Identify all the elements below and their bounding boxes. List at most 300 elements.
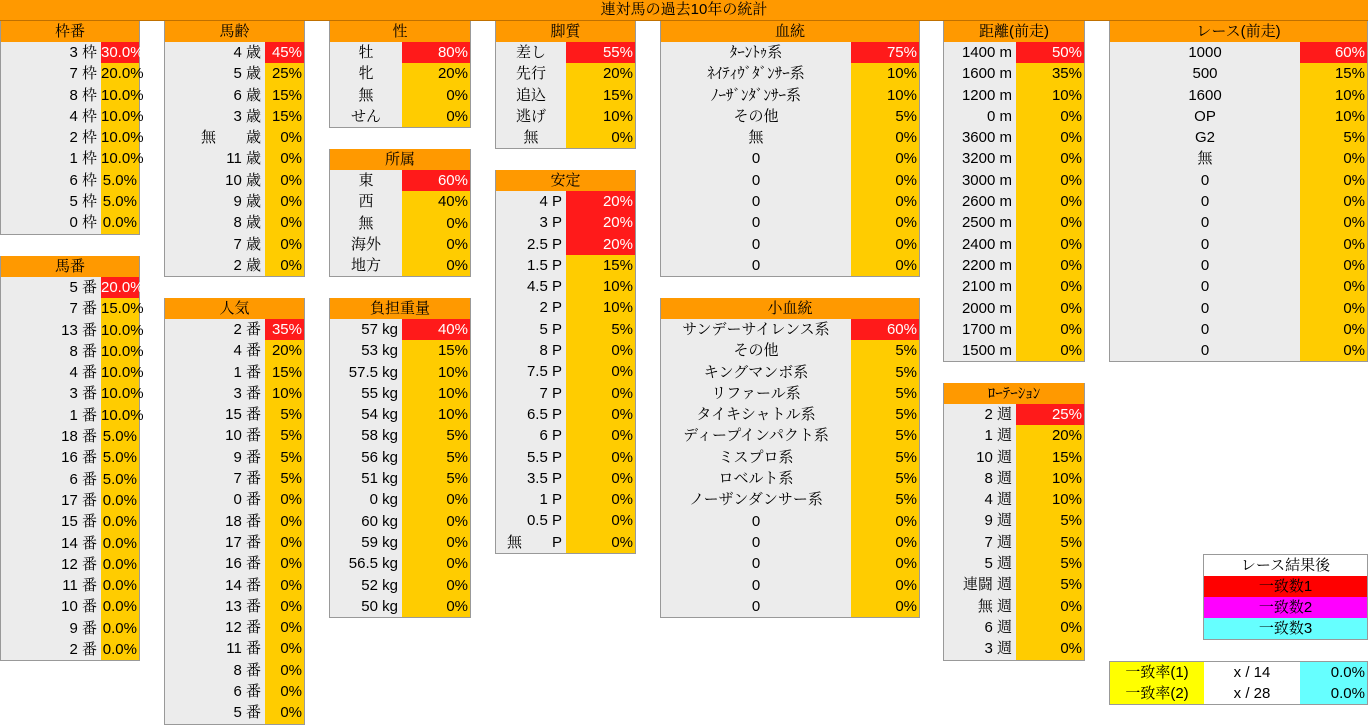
table-row (165, 383, 304, 404)
table-row (165, 340, 304, 361)
table-row (165, 468, 304, 489)
table-row (330, 85, 470, 106)
row-label: 9 週 (944, 510, 1016, 531)
row-value: 0% (1016, 234, 1084, 255)
row-value: 0% (851, 127, 919, 148)
table-row (944, 63, 1084, 84)
row-label: 5 番 (1, 277, 101, 298)
row-value: 0% (402, 511, 470, 532)
table-row (1, 148, 144, 169)
row-value: 0.0% (101, 618, 139, 639)
row-value: 5% (1016, 574, 1084, 595)
table-row (330, 362, 470, 383)
row-value: 0% (265, 617, 304, 638)
match-rate-table (1109, 661, 1368, 705)
row-label: ロベルト系 (661, 468, 851, 489)
table-row (165, 702, 304, 723)
row-value: 0.0% (101, 533, 139, 554)
row-label: 4.5 P (496, 276, 566, 297)
row-label: 11 歳 (165, 148, 265, 169)
row-label: 0 (1110, 276, 1300, 297)
table-row (944, 404, 1084, 425)
row-label: ミスプロ系 (661, 447, 851, 468)
table-row (330, 532, 470, 553)
row-value: 0% (1016, 319, 1084, 340)
row-value: 0% (1016, 106, 1084, 127)
row-label: 7 歳 (165, 234, 265, 255)
row-value: 10.0% (101, 320, 139, 341)
table-header: 安定 (496, 170, 635, 191)
row-value: 0% (566, 127, 635, 148)
table-row (496, 212, 635, 233)
table-row (165, 596, 304, 617)
futan-table (329, 298, 471, 618)
row-value: 0% (851, 532, 919, 553)
row-value: 15% (566, 85, 635, 106)
row-label: 5 番 (165, 702, 265, 723)
row-label: 0 (1110, 191, 1300, 212)
row-label: 56 kg (330, 447, 402, 468)
row-label: 0 (661, 234, 851, 255)
row-label: 0 m (944, 106, 1016, 127)
row-value: 0% (851, 255, 919, 276)
row-label: 7 週 (944, 532, 1016, 553)
row-value: 55% (566, 42, 635, 63)
row-label: サンデーサイレンス系 (661, 319, 851, 340)
table-row (165, 681, 304, 702)
row-value: 0% (1300, 276, 1367, 297)
table-row (944, 468, 1084, 489)
table-row (1, 469, 139, 490)
row-label: 無 歳 (165, 127, 265, 148)
table-row (661, 532, 919, 553)
row-label: 0 (1110, 212, 1300, 233)
table-row (1, 362, 144, 383)
rotation-table (943, 383, 1085, 661)
row-label: 4 番 (1, 362, 101, 383)
row-value: 0% (1300, 234, 1367, 255)
row-label: 10 番 (1, 596, 101, 617)
row-value: 5% (851, 383, 919, 404)
row-label: 0 (661, 255, 851, 276)
row-value: 10.0% (101, 405, 139, 426)
row-value: 5% (265, 425, 304, 446)
row-value: 10.0% (101, 85, 139, 106)
row-value: 0% (851, 148, 919, 169)
row-label: G2 (1110, 127, 1300, 148)
row-label: リファール系 (661, 383, 851, 404)
row-value: 0% (566, 510, 635, 531)
row-label: 3 歳 (165, 106, 265, 127)
row-value: 0% (265, 660, 304, 681)
table-row (330, 425, 470, 446)
table-row (661, 127, 919, 148)
table-row (661, 553, 919, 574)
row-label: 7.5 P (496, 361, 566, 382)
table-row (1110, 298, 1367, 319)
row-label: 2 週 (944, 404, 1016, 425)
table-row (1, 511, 139, 532)
table-row (496, 276, 635, 297)
table-row (165, 234, 304, 255)
table-row (165, 532, 304, 553)
ninki-table (164, 298, 305, 725)
row-label: 58 kg (330, 425, 402, 446)
row-value: 20% (566, 191, 635, 212)
row-label: 4 枠 (1, 106, 101, 127)
row-label: 8 歳 (165, 212, 265, 233)
row-value: 5% (851, 489, 919, 510)
table-row (330, 255, 470, 276)
row-value: 5% (265, 447, 304, 468)
row-value: 10% (1016, 85, 1084, 106)
table-row (496, 489, 635, 510)
table-row (496, 191, 635, 212)
row-label: 50 kg (330, 596, 402, 617)
table-row (165, 660, 304, 681)
row-label: 1600 m (944, 63, 1016, 84)
row-value: 0% (851, 191, 919, 212)
table-row (944, 340, 1084, 361)
table-header: 馬番 (1, 256, 139, 277)
row-label: 2 番 (1, 639, 101, 660)
row-label: 2400 m (944, 234, 1016, 255)
table-row (330, 404, 470, 425)
table-header: レース(前走) (1110, 21, 1367, 42)
table-row (1, 426, 139, 447)
table-row (1110, 42, 1367, 63)
row-label: 8 枠 (1, 85, 101, 106)
row-label: 10 歳 (165, 170, 265, 191)
row-value: 5% (1016, 510, 1084, 531)
table-row (661, 319, 919, 340)
row-value: 10% (1016, 489, 1084, 510)
row-value: 0.0% (101, 511, 139, 532)
row-value: 5% (1300, 127, 1367, 148)
row-label: 5.5 P (496, 447, 566, 468)
row-label: 海外 (330, 234, 402, 255)
table-row (165, 511, 304, 532)
row-label: 無 週 (944, 596, 1016, 617)
row-value: 60% (1300, 42, 1367, 63)
barei-table (164, 21, 305, 277)
row-value: 5% (851, 106, 919, 127)
table-row (165, 319, 304, 340)
table-row (1, 320, 144, 341)
row-label: 0 (661, 511, 851, 532)
table-row (330, 106, 470, 127)
row-label: 2 P (496, 297, 566, 318)
table-row (165, 148, 304, 169)
table-row (944, 276, 1084, 297)
table-header: ﾛｰﾃｰｼｮﾝ (944, 383, 1084, 404)
table-row (944, 574, 1084, 595)
row-label: その他 (661, 340, 851, 361)
row-value: 0% (402, 553, 470, 574)
row-value: 10.0% (101, 106, 139, 127)
table-row (944, 638, 1084, 659)
row-value: 45% (265, 42, 304, 63)
table-row (661, 63, 919, 84)
table-row (1, 85, 144, 106)
row-value: 10% (566, 276, 635, 297)
table-row (165, 63, 304, 84)
match-label: 一致率(1) (1110, 662, 1204, 683)
row-value: 10.0% (101, 362, 139, 383)
row-value: 5% (265, 404, 304, 425)
table-row (944, 127, 1084, 148)
row-value: 0% (1016, 596, 1084, 617)
row-value: 5% (566, 319, 635, 340)
table-row (165, 575, 304, 596)
row-value: 40% (402, 191, 470, 212)
row-value: 20% (402, 63, 470, 84)
row-value: 20% (1016, 425, 1084, 446)
row-value: 10% (1300, 85, 1367, 106)
row-label: 0 (1110, 340, 1300, 361)
row-value: 5% (265, 468, 304, 489)
row-value: 10% (402, 362, 470, 383)
table-row (661, 575, 919, 596)
row-label: 6 P (496, 425, 566, 446)
table-row (165, 617, 304, 638)
row-value: 0% (851, 575, 919, 596)
row-value: 0% (566, 404, 635, 425)
table-row (661, 383, 919, 404)
race-table (1109, 21, 1368, 362)
row-value: 10% (402, 383, 470, 404)
row-label: ノーザンダンサー系 (661, 489, 851, 510)
row-value: 0% (566, 383, 635, 404)
row-label: 1 枠 (1, 148, 101, 169)
table-row (1110, 127, 1367, 148)
table-row (1, 533, 139, 554)
row-label: 3 番 (165, 383, 265, 404)
row-value: 60% (402, 170, 470, 191)
row-label: 1700 m (944, 319, 1016, 340)
row-value: 0% (402, 489, 470, 510)
row-label: 無 (1110, 148, 1300, 169)
legend-item: 一致数1 (1204, 576, 1367, 597)
row-value: 0% (265, 255, 304, 276)
row-value: 10.0% (101, 127, 139, 148)
row-label: 1.5 P (496, 255, 566, 276)
table-row (330, 340, 470, 361)
row-value: 35% (265, 319, 304, 340)
table-header: 馬齢 (165, 21, 304, 42)
table-row (661, 468, 919, 489)
table-row (330, 511, 470, 532)
row-value: 0% (265, 532, 304, 553)
table-row (165, 425, 304, 446)
row-label: 1 番 (165, 362, 265, 383)
table-row (165, 489, 304, 510)
row-label: 西 (330, 191, 402, 212)
row-label: 0.5 P (496, 510, 566, 531)
row-label: 牝 (330, 63, 402, 84)
row-value: 0% (566, 340, 635, 361)
row-label: 無 (661, 127, 851, 148)
row-label: OP (1110, 106, 1300, 127)
row-value: 20% (566, 63, 635, 84)
row-label: 0 (1110, 255, 1300, 276)
row-label: 無 (330, 213, 402, 234)
legend-header: レース結果後 (1204, 555, 1367, 576)
row-value: 0% (1016, 212, 1084, 233)
row-label: 追込 (496, 85, 566, 106)
table-row (165, 170, 304, 191)
row-label: ディープインパクト系 (661, 425, 851, 446)
row-label: 7 番 (1, 298, 101, 319)
table-row (1, 383, 144, 404)
table-row (1, 63, 144, 84)
row-label: 56.5 kg (330, 553, 402, 574)
table-row (496, 361, 635, 382)
table-row (330, 170, 470, 191)
row-label: せん (330, 106, 402, 127)
row-value: 0% (1300, 212, 1367, 233)
row-label: 3 枠 (1, 42, 101, 63)
row-label: 0 (1110, 234, 1300, 255)
row-label: 先行 (496, 63, 566, 84)
row-value: 5% (851, 404, 919, 425)
row-value: 80% (402, 42, 470, 63)
result-legend (1203, 554, 1368, 640)
row-value: 0% (402, 213, 470, 234)
row-value: 10% (265, 383, 304, 404)
row-label: 1200 m (944, 85, 1016, 106)
table-row (1, 447, 139, 468)
table-row (944, 234, 1084, 255)
table-row (165, 85, 304, 106)
table-row (330, 319, 470, 340)
table-row (165, 362, 304, 383)
row-value: 0% (265, 596, 304, 617)
row-label: 7 枠 (1, 63, 101, 84)
row-value: 0% (402, 532, 470, 553)
row-label: 1 番 (1, 405, 101, 426)
row-value: 0% (265, 148, 304, 169)
row-label: 18 番 (165, 511, 265, 532)
table-row (496, 234, 635, 255)
table-row (330, 42, 470, 63)
table-row (330, 447, 470, 468)
row-value: 20% (265, 340, 304, 361)
row-value: 0% (1300, 148, 1367, 169)
row-label: 地方 (330, 255, 402, 276)
table-row (1110, 276, 1367, 297)
umaban-table (0, 256, 144, 661)
row-label: 2 枠 (1, 127, 101, 148)
table-row (661, 596, 919, 617)
row-value: 0% (1016, 276, 1084, 297)
row-value: 30.0% (101, 42, 139, 63)
row-value: 0% (1016, 638, 1084, 659)
row-label: 3000 m (944, 170, 1016, 191)
row-value: 5.0% (101, 170, 139, 191)
row-label: 4 P (496, 191, 566, 212)
table-row (496, 85, 635, 106)
row-label: 9 番 (165, 447, 265, 468)
table-row (944, 447, 1084, 468)
row-label: 3200 m (944, 148, 1016, 169)
row-label: 6 歳 (165, 85, 265, 106)
row-value: 0% (402, 575, 470, 596)
row-label: 17 番 (165, 532, 265, 553)
table-row (1110, 191, 1367, 212)
table-row (1, 298, 144, 319)
row-label: 11 番 (1, 575, 101, 596)
table-row (661, 106, 919, 127)
row-label: 59 kg (330, 532, 402, 553)
table-header: 血統 (661, 21, 919, 42)
table-row (1110, 106, 1367, 127)
row-label: 0 (1110, 319, 1300, 340)
row-label: 4 週 (944, 489, 1016, 510)
row-label: 牡 (330, 42, 402, 63)
table-header: 小血統 (661, 298, 919, 319)
row-value: 15% (265, 106, 304, 127)
row-label: 0 (661, 575, 851, 596)
table-row (165, 638, 304, 659)
table-row (944, 212, 1084, 233)
table-row (496, 319, 635, 340)
table-row (661, 85, 919, 106)
table-row (944, 532, 1084, 553)
row-label: 0 (661, 191, 851, 212)
match-row (1110, 683, 1367, 704)
row-label: 連闘 週 (944, 574, 1016, 595)
row-label: 14 番 (1, 533, 101, 554)
row-label: 逃げ (496, 106, 566, 127)
row-value: 0% (1300, 191, 1367, 212)
row-value: 0% (1300, 170, 1367, 191)
table-row (1, 554, 139, 575)
row-value: 0% (265, 489, 304, 510)
shozoku-table (329, 149, 471, 277)
row-label: 9 歳 (165, 191, 265, 212)
row-value: 0% (851, 511, 919, 532)
row-label: 500 (1110, 63, 1300, 84)
row-value: 5% (1016, 553, 1084, 574)
table-row (661, 148, 919, 169)
row-value: 0% (265, 681, 304, 702)
table-row (1, 106, 144, 127)
table-row (661, 340, 919, 361)
row-label: 0 枠 (1, 212, 101, 233)
table-row (944, 191, 1084, 212)
table-row (661, 170, 919, 191)
row-label: 2600 m (944, 191, 1016, 212)
table-row (496, 447, 635, 468)
table-row (661, 191, 919, 212)
row-value: 5% (851, 425, 919, 446)
row-value: 0% (265, 638, 304, 659)
row-label: ﾉｰｻﾞﾝﾀﾞﾝｻｰ系 (661, 85, 851, 106)
table-row (496, 532, 635, 553)
row-label: 2500 m (944, 212, 1016, 233)
match-count: x / 14 (1204, 662, 1300, 683)
table-row (661, 362, 919, 383)
row-label: キングマンボ系 (661, 362, 851, 383)
row-label: 4 番 (165, 340, 265, 361)
row-label: 51 kg (330, 468, 402, 489)
table-row (330, 489, 470, 510)
row-label: 17 番 (1, 490, 101, 511)
row-value: 0% (566, 425, 635, 446)
table-row (944, 255, 1084, 276)
row-label: 差し (496, 42, 566, 63)
